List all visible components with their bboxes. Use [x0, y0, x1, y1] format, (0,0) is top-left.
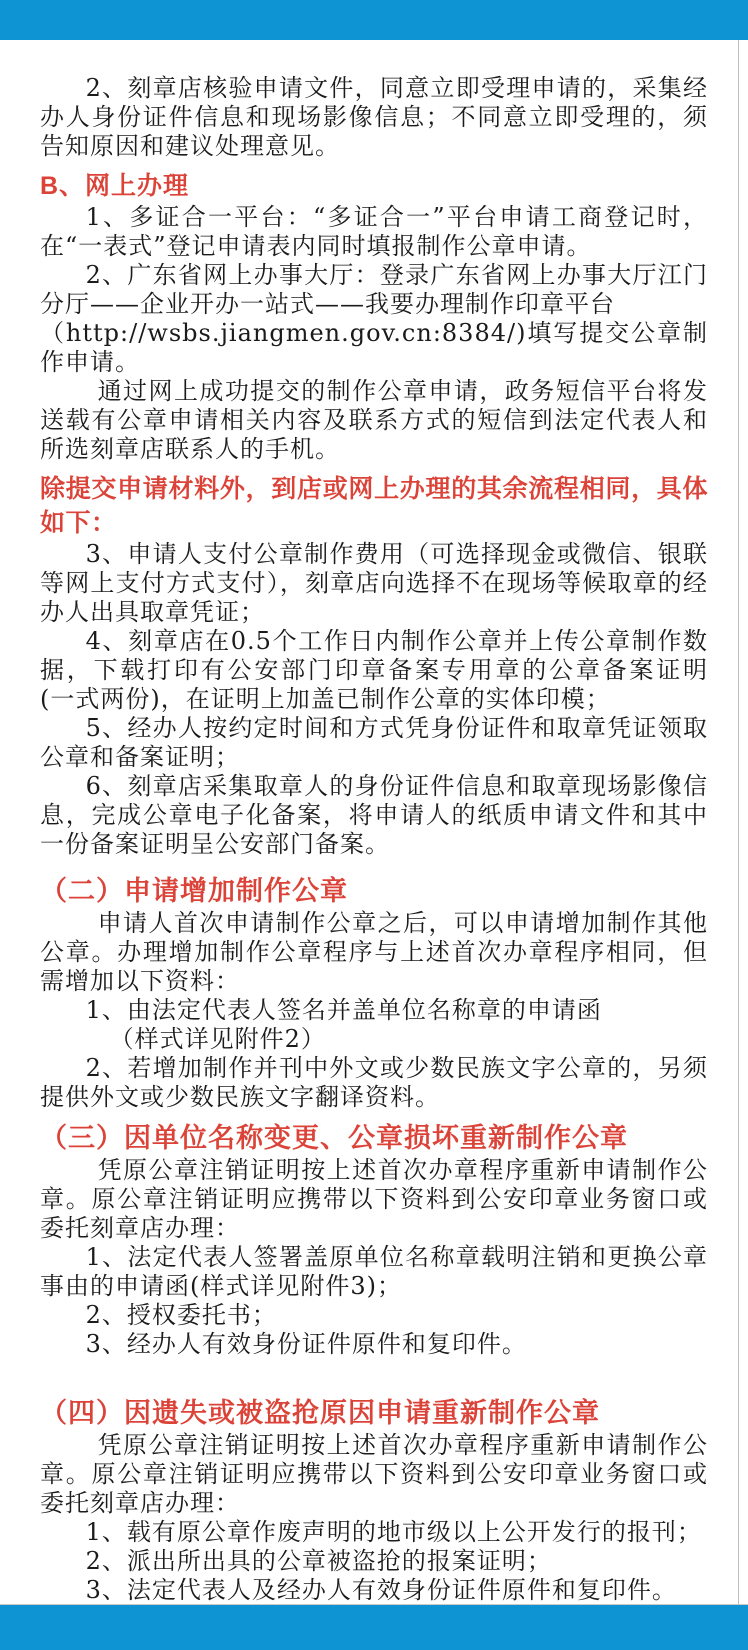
paragraph-online-platform1: 1、多证合一平台：“多证合一”平台申请工商登记时，在“一表式”登记申请表内同时填报制作公章申请。 — [40, 203, 708, 260]
section2-title: （二）申请增加制作公章 — [40, 876, 348, 906]
scan-fold-line — [738, 40, 739, 1605]
paragraph-step2-store: 2、刻章店核验申请文件，同意立即受理申请的，采集经办人身份证件信息和现场影像信息；不同意立即受理的，须告知原因和建议处理意见。 — [40, 74, 708, 160]
document-body — [0, 40, 748, 1605]
section3-title: （三）因单位名称变更、公章损坏重新制作公章 — [40, 1123, 628, 1153]
paragraph-step6-filing: 6、刻章店采集取章人的身份证件信息和取章现场影像信息，完成公章电子化备案，将申请人的纸质申请文件和其中一份备案证明呈公安部门备案。 — [40, 772, 708, 858]
section2-item2: 2、若增加制作并刊中外文或少数民族文字公章的，另须提供外文或少数民族文字翻译资料。 — [40, 1054, 708, 1111]
paragraph-step5-pickup: 5、经办人按约定时间和方式凭身份证件和取章凭证领取公章和备案证明； — [40, 714, 708, 771]
top-blue-banner — [0, 0, 748, 40]
red-note-line: 除提交申请材料外，到店或网上办理的其余流程相同，具体如下： — [40, 475, 708, 537]
section2-item1-attachment-note: （样式详见附件2） — [109, 1025, 326, 1053]
section2-intro: 申请人首次申请制作公章之后，可以申请增加制作其他公章。办理增加制作公章程序与上述首次办章程序相同，但需增加以下资料： — [40, 909, 708, 995]
online-platform2-text: 2、广东省网上办事大厅：登录广东省网上办事大厅江门分厅——企业开办一站式——我要办理制作印章平台 — [40, 261, 708, 318]
section4-item-1: 1、载有原公章作废声明的地市级以上公开发行的报刊； — [85, 1518, 702, 1546]
section3-item-3: 3、经办人有效身份证件原件和复印件。 — [85, 1330, 527, 1358]
paragraph-online-platform2 — [40, 261, 708, 377]
section4-item-2: 2、派出所出具的公章被盗抢的报案证明； — [85, 1547, 552, 1575]
heading-online-method: B、网上办理 — [40, 172, 190, 200]
paragraph-step4-production: 4、刻章店在0.5个工作日内制作公章并上传公章制作数据，下载打印有公安部门印章备案专用章的公章备案证明 (一式两份)，在证明上加盖已制作公章的实体印模； — [40, 627, 708, 713]
section2-item1: 1、由法定代表人签名并盖单位名称章的申请函 — [85, 996, 602, 1024]
section4-title: （四）因遗失或被盗抢原因申请重新制作公章 — [40, 1398, 600, 1428]
paragraph-sms-notice: 通过网上成功提交的制作公章申请，政务短信平台将发送载有公章申请相关内容及联系方式的短信到法定代表人和所选刻章店联系人的手机。 — [40, 377, 708, 463]
online-platform2-url: （http://wsbs.jiangmen.gov.cn:8384/)填写提交公章制作申请。 — [40, 319, 708, 376]
section4-item-3: 3、法定代表人及经办人有效身份证件原件和复印件。 — [85, 1576, 677, 1604]
section3-intro: 凭原公章注销证明按上述首次办章程序重新申请制作公章。原公章注销证明应携带以下资料到公安印章业务窗口或委托刻章店办理： — [40, 1156, 708, 1242]
section3-item-1: 1、法定代表人签署盖原单位名称章载明注销和更换公章事由的申请函(样式详见附件3)； — [40, 1243, 708, 1300]
paragraph-step3-payment: 3、申请人支付公章制作费用（可选择现金或微信、银联等网上支付方式支付），刻章店向选择不在现场等候取章的经办人出具取章凭证； — [40, 540, 708, 626]
section4-intro: 凭原公章注销证明按上述首次办章程序重新申请制作公章。原公章注销证明应携带以下资料到公安印章业务窗口或委托刻章店办理： — [40, 1431, 708, 1517]
section3-item-2: 2、授权委托书； — [85, 1301, 277, 1329]
bottom-blue-banner — [0, 1604, 748, 1650]
